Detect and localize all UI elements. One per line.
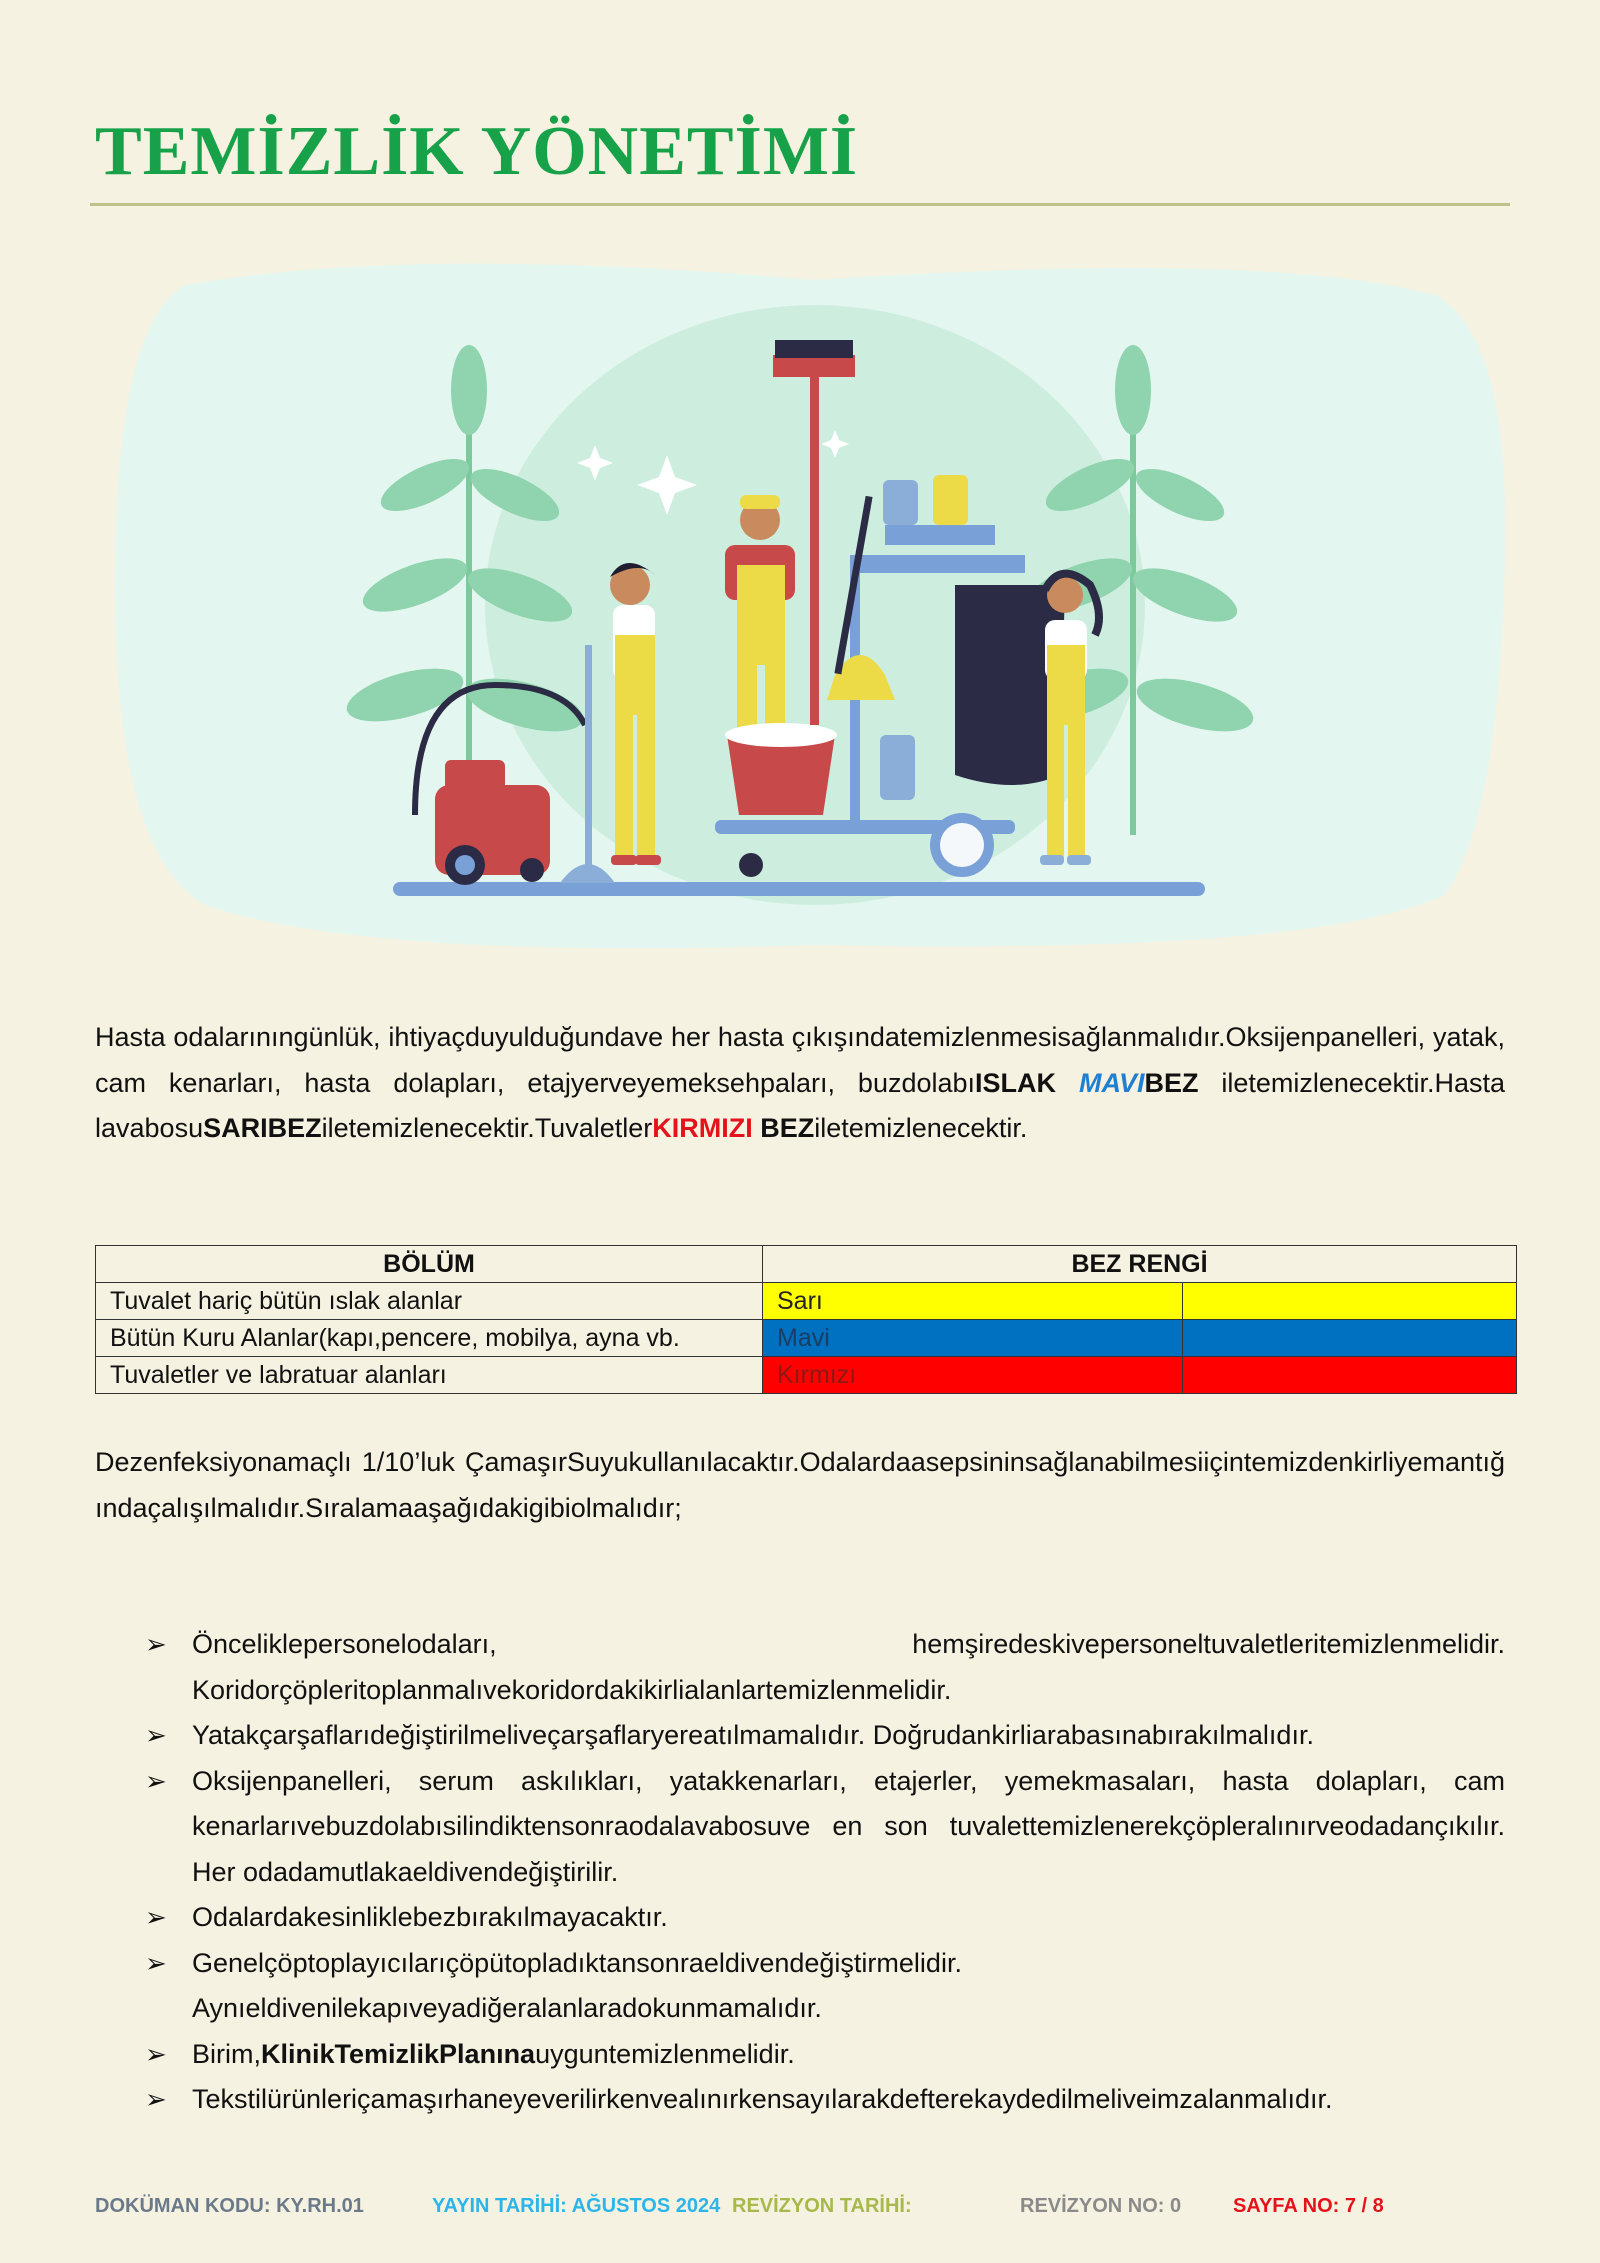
floor-line	[393, 882, 1205, 896]
rule-text: Oksijenpanelleri, serum askılıkları, yatakkenarları, etajerler, yemekmasaları, hasta dolapları, cam kenarlarıvebuzdolabısilindiktensonraodalavabosuve en son tuvalettemizlenerekçöpleralınırveodadançıkılır. Her odadamutlakaeldivendeğiştirilir.	[192, 1765, 1505, 1887]
list-item	[145, 1622, 1505, 1713]
column-header-cloth-color: BEZ RENGİ	[763, 1246, 1517, 1283]
intro-text-2: iletemizlenecektir.Hasta lavabosu	[95, 1067, 1505, 1143]
cleaning-team-illustration	[115, 255, 1505, 960]
list-item	[145, 1895, 1505, 1941]
color-name-cell: Mavi	[763, 1320, 1183, 1357]
list-item	[145, 1941, 1505, 2032]
arrow-bullet-icon: ➢	[145, 1720, 167, 1750]
list-item	[145, 1713, 1505, 1759]
arrow-bullet-icon: ➢	[145, 1902, 167, 1932]
rule-text: Tekstilürünleriçamaşırhaneyeverilirkenvealınırkensayılarakdefterekaydedilmeliveimzalanmalıdır.	[192, 2084, 1333, 2114]
rule-text: Genelçöptoplayıcılarıçöpütopladıktansonraeldivendeğiştirmelidir. Aynıeldivenilekapıveyadiğeralanlaradokunmamalıdır.	[192, 1947, 962, 2023]
rule-text: Önceliklepersonelodaları, hemşiredeskivepersoneltuvaletleritemizlenmelidir. Koridorçöpleritoplanmalıvekoridordakikirlialanlartemizlenmelidir.	[192, 1629, 1505, 1705]
color-name-cell: Kırmızı	[763, 1357, 1183, 1394]
rule-text-post: uyguntemizlenmelidir.	[535, 2038, 795, 2069]
table-row	[96, 1357, 1517, 1394]
rule-text-pre: Birim,	[192, 2038, 261, 2069]
color-swatch-cell	[1183, 1357, 1517, 1394]
section-cell: Tuvalet hariç bütün ıslak alanlar	[96, 1283, 763, 1320]
saribez-label: SARIBEZ	[203, 1113, 322, 1143]
arrow-bullet-icon: ➢	[145, 2038, 167, 2069]
arrow-bullet-icon: ➢	[145, 1629, 167, 1659]
table-row	[96, 1283, 1517, 1320]
bez-label: BEZ	[1144, 1067, 1199, 1098]
table-row	[96, 1320, 1517, 1357]
section-cell: Tuvaletler ve labratuar alanları	[96, 1357, 763, 1394]
bucket-icon	[725, 723, 837, 815]
arrow-bullet-icon: ➢	[145, 1765, 167, 1796]
intro-paragraph	[95, 1015, 1505, 1152]
color-swatch-cell	[1183, 1320, 1517, 1357]
islak-label: ISLAK	[975, 1067, 1057, 1098]
revision-date: REVİZYON TARİHİ:	[732, 2195, 912, 2217]
intro-text-1: Hasta odalarınıngünlük, ihtiyaçduyulduğundave her hasta çıkışındatemizlenmesisağlanmalıdır.Oksijenpanelleri, yatak, cam kenarları, hasta dolapları, etajyerveyemeksehpaları, buzdolabı	[95, 1022, 1505, 1098]
rule-text-bold: KlinikTemizlikPlanına	[261, 2038, 536, 2069]
title-divider	[90, 203, 1510, 206]
page-title: TEMİZLİK YÖNETİMİ	[95, 113, 859, 190]
cloth-color-table	[95, 1245, 1517, 1394]
list-item	[145, 2032, 1505, 2078]
rule-text: Odalardakesinliklebezbırakılmayacaktır.	[192, 1902, 668, 1932]
bez-label-2: BEZ	[760, 1113, 815, 1143]
color-swatch-cell	[1183, 1283, 1517, 1320]
publish-date: YAYIN TARİHİ: AĞUSTOS 2024	[432, 2195, 721, 2217]
column-header-section: BÖLÜM	[96, 1246, 763, 1283]
arrow-bullet-icon: ➢	[145, 1947, 167, 1978]
intro-text-4: iletemizlenecektir.	[814, 1113, 1028, 1143]
kirmizi-label: KIRMIZI	[652, 1113, 753, 1143]
arrow-bullet-icon: ➢	[145, 2084, 167, 2114]
page-number: SAYFA NO: 7 / 8	[1233, 2195, 1384, 2217]
doc-code: DOKÜMAN KODU: KY.RH.01	[95, 2195, 364, 2217]
list-item	[145, 2077, 1505, 2123]
mavi-label: MAVI	[1078, 1067, 1145, 1098]
disinfection-paragraph: Dezenfeksiyonamaçlı 1/10’luk ÇamaşırSuyukullanılacaktır.Odalardaasepsininsağlanabilmesiiçintemizdenkirliyemantığındaçalışılmalıdır.Sıralamaaşağıdakigibiolmalıdır;	[95, 1447, 1505, 1523]
intro-text-3: iletemizlenecektir.Tuvaletler	[321, 1113, 653, 1143]
rule-text: Yatakçarşaflarıdeğiştirilmeliveçarşaflaryereatılmamalıdır. Doğrudankirliarabasınabırakılmalıdır.	[192, 1720, 1314, 1750]
revision-no: REVİZYON NO: 0	[1020, 2195, 1182, 2217]
section-cell: Bütün Kuru Alanlar(kapı,pencere, mobilya, ayna vb.	[96, 1320, 763, 1357]
table-header-row	[96, 1246, 1517, 1283]
list-item	[145, 1759, 1505, 1896]
color-name-cell: Sarı	[763, 1283, 1183, 1320]
cleaning-rules-list	[145, 1622, 1505, 2123]
